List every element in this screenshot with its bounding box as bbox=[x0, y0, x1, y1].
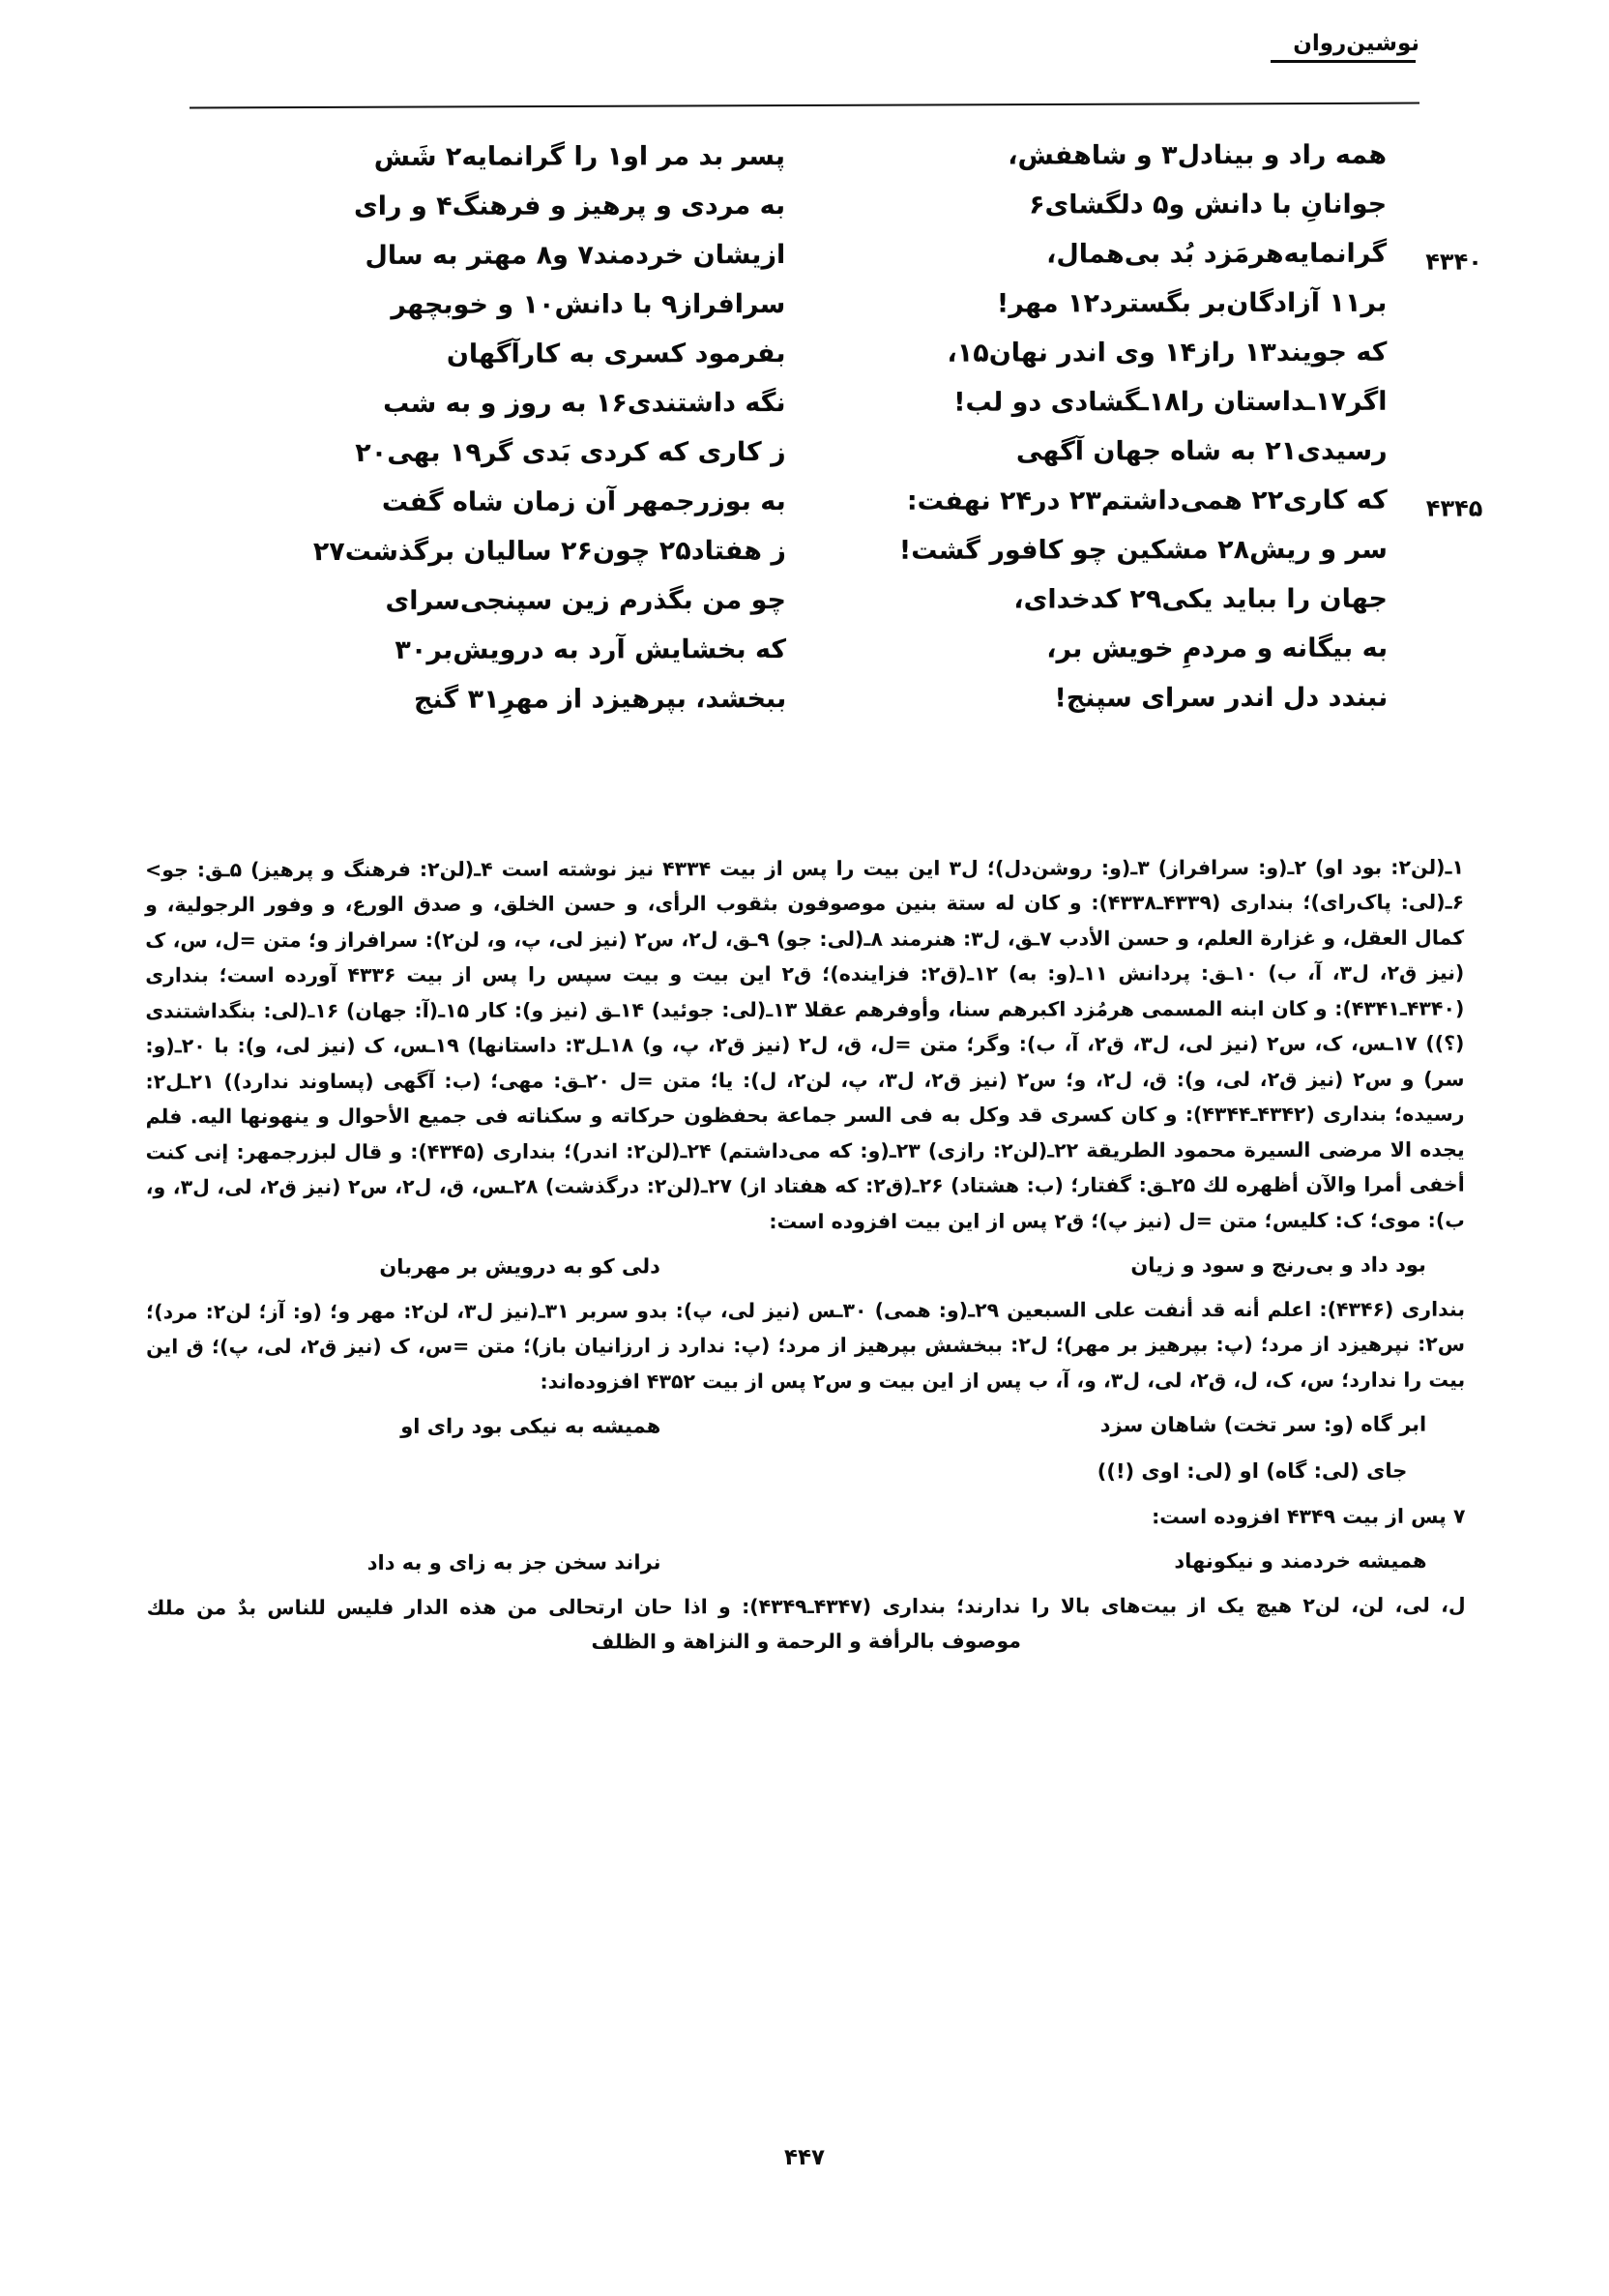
couplet-row bbox=[190, 191, 1419, 244]
hemistich-second: که جویند۱۳ راز۱۴ وی اندر نهان۱۵، bbox=[947, 337, 1388, 368]
critical-apparatus bbox=[145, 850, 1466, 1662]
hemistich-second: به بیگانه و مردمِ خویش بر، bbox=[1046, 633, 1389, 664]
hemistich-second: رسیدی۲۱ به شاه جهان آگهی bbox=[1015, 435, 1388, 467]
couplet-row bbox=[190, 435, 1420, 490]
hemistich-first: ز هفتاد۲۵ چون۲۶ سالیان برگذشت۲۷ bbox=[312, 536, 786, 568]
apparatus-lead-line: ۷ پس از بیت ۴۳۴۹ افزوده است: bbox=[1152, 1504, 1466, 1529]
hemistich-first: ز کاری که کردی بَدی گر۱۹ بهی۲۰ bbox=[355, 437, 786, 468]
hemistich-first: نگه داشتندی۱۶ به روز و به شب bbox=[383, 388, 786, 419]
inserted-variant-line: جای (لی: گاه) او (لی: اوی (!)) bbox=[1097, 1458, 1408, 1483]
couplet-row bbox=[190, 583, 1420, 638]
couplet-row bbox=[190, 339, 1419, 392]
apparatus-tail-line-2: موصوف بالرأفة و الرحمة و النزاهة و الظلف bbox=[591, 1629, 1021, 1654]
hemistich-second: سر و ریش۲۸ مشکین چو کافور گشت! bbox=[898, 534, 1388, 566]
apparatus-tail-line-1: ل، لی، لن، لن۲ هیچ یک از بیت‌های بالا را ندارند؛ بنداری (۴۳۴۷ـ۴۳۴۹): و اذا حان ارتحالى من هذه الدار فليس للناس بدٌ من ملك bbox=[146, 1593, 1466, 1620]
running-head: نوشین‌روان bbox=[1293, 31, 1419, 56]
inserted-couplet bbox=[146, 1248, 1465, 1286]
couplet-row bbox=[190, 534, 1420, 589]
hemistich-first: که بخشایش آرد به درویش‌بر۳۰ bbox=[395, 634, 787, 665]
header-divider-rule bbox=[190, 103, 1419, 109]
inserted-hemistich-first: نراند سخن جز به زای و به داد bbox=[366, 1550, 661, 1575]
verse-block bbox=[190, 139, 1483, 737]
hemistich-second: نبندد دل اندر سرای سپنج! bbox=[1054, 682, 1389, 714]
inserted-hemistich-second: بود داد و بی‌رنج و سود و زیان bbox=[1130, 1252, 1426, 1278]
folio-number: ۴۴۷ bbox=[783, 2145, 826, 2170]
inserted-variant-spacer bbox=[146, 1455, 805, 1492]
inserted-hemistich-second: همیشه خردمند و نیکونهاد bbox=[1174, 1549, 1427, 1574]
inserted-couplet-3 bbox=[147, 1544, 1466, 1582]
inserted-variant-row bbox=[146, 1453, 1465, 1491]
hemistich-first: ازیشان خردمند۷ و۸ مهتر به سال bbox=[365, 240, 786, 271]
couplet-row bbox=[190, 287, 1419, 342]
couplet-row bbox=[190, 635, 1420, 688]
hemistich-second: که کاری۲۲ همی‌داشتم۲۳ در۲۴ نهفت: bbox=[906, 485, 1388, 516]
hemistich-first: به بوزرجمهر آن زمان شاه گفت bbox=[381, 486, 786, 517]
hemistich-first: سرافراز۹ با دانش۱۰ و خوبچهر bbox=[391, 289, 786, 320]
hemistich-second: بر۱۱ آزادگان‌بر بگسترد۱۲ مهر! bbox=[996, 287, 1388, 319]
hemistich-second: جهان را بباید یکی۲۹ کدخدای، bbox=[1013, 583, 1389, 615]
hemistich-first: به مردی و پرهیز و فرهنگ۴ و رای bbox=[353, 191, 786, 221]
apparatus-tail bbox=[147, 1587, 1466, 1661]
verse-number: ۴۳۴۵ bbox=[1425, 494, 1483, 522]
running-head-underline bbox=[1271, 60, 1416, 63]
hemistich-first: چو من بگذرم زین سپنجی‌سرای bbox=[385, 585, 787, 616]
couplet-row bbox=[190, 386, 1420, 441]
hemistich-second: اگر۱۷ـداستان را۱۸ـگشادی دو لب! bbox=[953, 386, 1388, 418]
apparatus-paragraph-2: بنداری (۴۳۴۶): اعلم أنه قد أنفت على السبعين ۲۹ـ(و: همی) ۳۰ـس (نیز لی، پ): بدو سربر ۳۱ـ(نیز ل۳، لن۲: مهر و؛ (و: آز؛ لن۲: مرد)؛ س۲: نپرهیزد از مرد؛ (پ: بپرهیز بر مهر)؛ ل۲: ببخشش بپرهیز از مرد؛ (پ: ندارد ز ارزانیان باز)؛ متن =س، ک (نیز ق۲، لی، پ)؛ ق این بیت را ندارد؛ س، ک، ل، ق۲، لی، ل۳، و، آ، ب پس از این بیت و س۲ پس از بیت ۴۳۵۲ افزوده‌اند: bbox=[145, 1297, 1466, 1394]
hemistich-second: جوانانِ با دانش و۵ دلگشای۶ bbox=[1029, 189, 1388, 221]
verse-number: ۴۳۴۰ bbox=[1425, 248, 1482, 276]
couplet-row bbox=[190, 485, 1483, 540]
inserted-hemistich-first: همیشه به نیکی بود رای او bbox=[400, 1414, 661, 1439]
couplet-row bbox=[190, 682, 1420, 737]
hemistich-second: همه راد و بینادل۳ و شاهفش، bbox=[1008, 139, 1388, 171]
hemistich-first: ببخشد، بپرهیزد از مهرِ۳۱ گنج bbox=[413, 684, 787, 715]
inserted-hemistich-second: ابر گاه (و: سر تخت) شاهان سزد bbox=[1099, 1412, 1427, 1437]
inserted-couplet-2 bbox=[146, 1407, 1465, 1446]
hemistich-first: پسر بد مر او۱ را گرانمایه۲ شَش bbox=[373, 141, 786, 172]
hemistich-second: گرانمایه‌هرمَزد بُد بی‌همال، bbox=[1046, 238, 1388, 270]
inserted-hemistich-first: دلی کو به درویش بر مهربان bbox=[379, 1254, 660, 1280]
hemistich-first: بفرمود کسری به کارآگهان bbox=[446, 339, 786, 369]
couplet-row bbox=[190, 139, 1419, 194]
couplet-row bbox=[190, 238, 1482, 293]
apparatus-paragraph: ۱ـ(لن۲: بود او) ۲ـ(و: سرافراز) ۳ـ(و: روشن‌دل)؛ ل۳ این بیت را پس از بیت ۴۳۳۴ نیز نوشته است ۴ـ(لن۲: فرهنگ و پرهیز) ۵ـق: جو> ۶ـ(لی: پاک‌رای)؛ بنداری (۴۳۳۹ـ۴۳۳۸): و كان له ستة بنين موصوفون بثقوب الرأی، و حسن الخلق، و صدق الورع، و وفور الرجولية، و كمال العقل، و غزارة العلم، و حسن الأدب ۷ـق، ل۳: هنرمند ۸ـ(لی: جو) ۹ـق، ل۲، س۲ (نیز لی، پ، و، لن۲): سرافراز و؛ متن =ل، س، ک (نیز ق۲، ل۳، آ، ب) ۱۰ـق: پردانش ۱۱ـ(و: به) ۱۲ـ(ق۲: فزاینده)؛ ق۲ این بیت و بیت سپس را پس از بیت ۴۳۳۶ آورده است؛ بنداری (۴۳۴۰ـ۴۳۴۱): و كان ابنه المسمى هرمُزد اكبرهم سنا، وأوفرهم عقلا ۱۳ـ(لی: جوئید) ۱۴ـق (نیز و): کار ۱۵ـ(آ: جهان) ۱۶ـ(لی: بنگداشتندی (؟)) ۱۷ـس، ک، س۲ (نیز لی، ل۳، ق۲، آ، ب): وگر؛ متن =ل، ق، ل۲ (نیز ق۲، پ، و) ۱۸ـل۳: داستانها) ۱۹ـس، ک (نیز لی، و): با ۲۰ـ(و: سر) و س۲ (نیز ق۲، لی، و): ق، ل۲، و؛ س۲ (نیز ق۲، ل۳، پ، لن۲، ل): یا؛ متن =ل ۲۰ـق: مهی؛ (ب: آگهی (پساوند ندارد)) ۲۱ـل۲: رسیده؛ بنداری (۴۳۴۲ـ۴۳۴۴): و كان كسرى قد وكل به فى السر جماعة بحفظون حركاته و سكناته فى جميع الأحوال و ينهونها اليه. فلم يجده الا مرضى السيرة محمود الطريقة ۲۲ـ(لن۲: رازی) ۲۳ـ(و: که می‌داشتم) ۲۴ـ(لن۲: اندر)؛ بنداری (۴۳۴۵): و قال لبزرجمهر: إنى كنت أخفى أمرا والآن أظهره لك ۲۵ـق: گفتار؛ (ب: هشتاد) ۲۶ـ(ق۲: که هفتاد از) ۲۷ـ(لن۲: درگذشت) ۲۸ـس، ق، ل۲، س۲ (نیز ق۲، لی، ل۳، و، ب): موی؛ ک: کلیس؛ متن =ل (نیز پ)؛ ق۲ پس از این بیت افزوده است: bbox=[145, 855, 1465, 1233]
